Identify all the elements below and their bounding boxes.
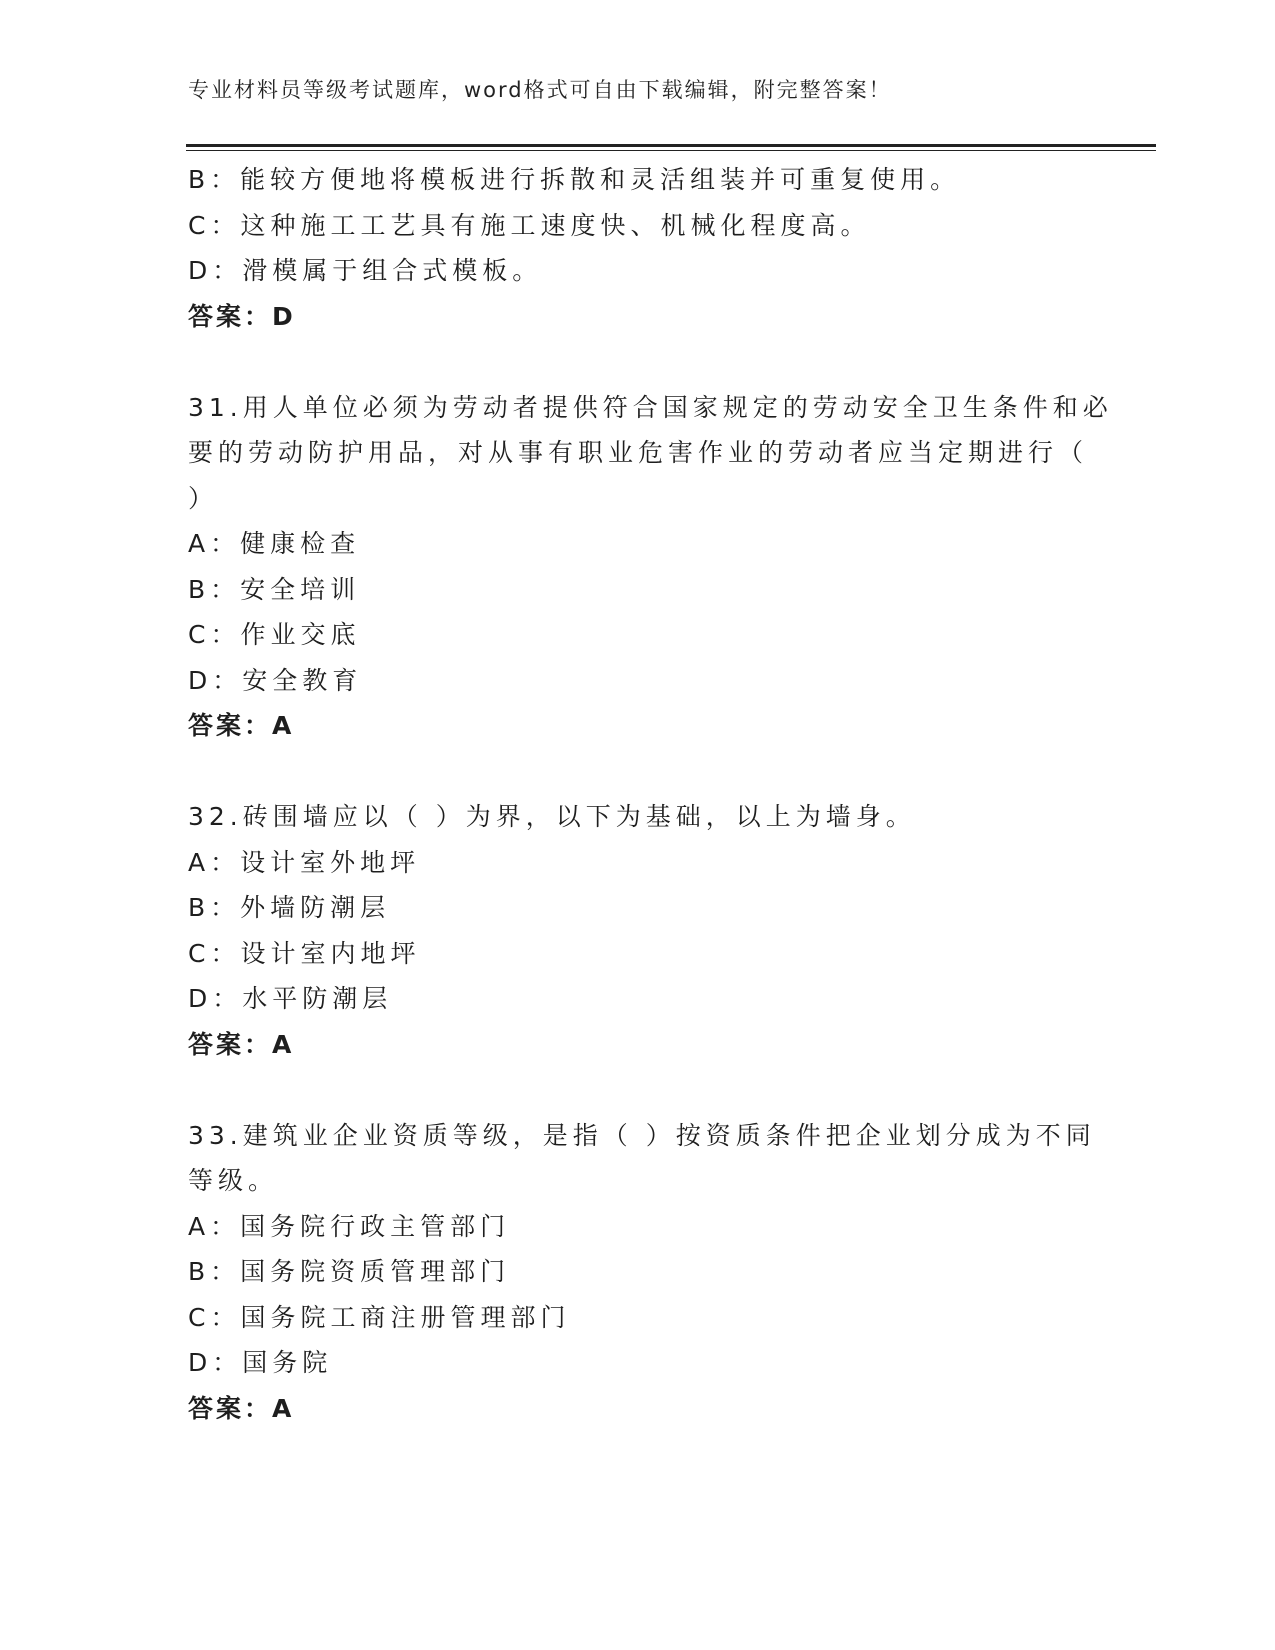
answer-line: 答案：A xyxy=(188,711,295,740)
page-header: 专业材料员等级考试题库，word格式可自由下载编辑，附完整答案！ xyxy=(188,78,892,102)
header-divider xyxy=(186,144,1156,151)
option-c: C：这种施工工艺具有施工速度快、机械化程度高。 xyxy=(188,210,871,240)
option-a: A：健康检查 xyxy=(188,529,361,558)
option-b: B：外墙防潮层 xyxy=(188,893,391,922)
question-32 xyxy=(188,794,1088,1067)
option-a: A：国务院行政主管部门 xyxy=(188,1211,511,1241)
question-stem: 32.砖围墙应以（ ）为界，以下为基础，以上为墙身。 xyxy=(188,802,916,831)
option-a: A：设计室外地坪 xyxy=(188,847,421,877)
question-stem: ） xyxy=(188,483,219,513)
option-b: B：安全培训 xyxy=(188,574,361,604)
option-d: D：滑模属于组合式模板。 xyxy=(188,256,543,285)
option-b: B：能较方便地将模板进行拆散和灵活组装并可重复使用。 xyxy=(188,165,961,194)
question-stem: 33.建筑业企业资质等级，是指（ ）按资质条件把企业划分成为不同 xyxy=(188,1120,1096,1150)
option-d: D：水平防潮层 xyxy=(188,984,393,1013)
question-33 xyxy=(188,1113,1096,1432)
question-content xyxy=(188,157,1113,1431)
question-31 xyxy=(188,385,1113,749)
question-stem: 等级。 xyxy=(188,1166,279,1195)
answer-line: 答案：A xyxy=(188,1393,295,1423)
option-c: C：设计室内地坪 xyxy=(188,938,421,968)
answer-line: 答案：A xyxy=(188,1029,295,1059)
question-stem: 要的劳动防护用品，对从事有职业危害作业的劳动者应当定期进行（ xyxy=(188,438,1089,467)
option-c: C：国务院工商注册管理部门 xyxy=(188,1302,571,1332)
option-b: B：国务院资质管理部门 xyxy=(188,1257,511,1286)
option-d: D：安全教育 xyxy=(188,665,363,695)
option-c: C：作业交底 xyxy=(188,620,361,649)
question-stem: 31.用人单位必须为劳动者提供符合国家规定的劳动安全卫生条件和必 xyxy=(188,392,1113,422)
prev-question-block xyxy=(188,157,1088,339)
answer-line: 答案：D xyxy=(188,301,296,331)
option-d: D：国务院 xyxy=(188,1348,333,1377)
